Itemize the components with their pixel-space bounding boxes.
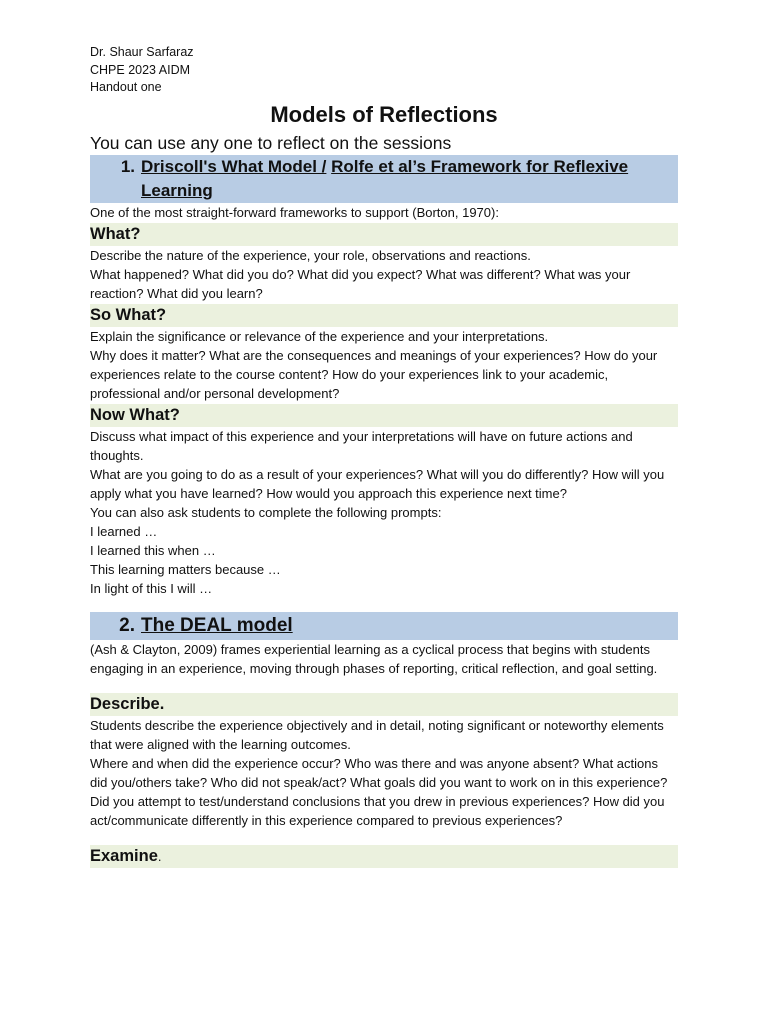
prompt-item: In light of this I will … (90, 580, 213, 596)
so-what-line-1: Explain the significance or relevance of the experience and your interpretations. (90, 328, 549, 344)
model-2-name: The DEAL model (141, 614, 293, 636)
model-2-heading (90, 612, 678, 640)
prompt-item: This learning matters because … (90, 561, 281, 577)
model-1-name-rolfe: Rolfe et al’s Framework for Reflexive Learning (141, 156, 629, 200)
describe-heading: Describe. (90, 693, 678, 716)
describe-line-2: Where and when did the experience occur? Who was there and was anyone absent? What actions did you/others take? Who did not speak/act? What goals did you want to work on in this experience? Did you attempt to test/understand conclusions that you drew in previous experiences? How did you act/communicate differently in this experience compared to previous experiences? (90, 755, 668, 828)
model-1-description: One of the most straight-forward frameworks to support (Borton, 1970): (90, 204, 499, 220)
document-page (90, 44, 678, 868)
prompt-item: I learned … (90, 523, 158, 539)
what-heading: What? (90, 223, 678, 246)
prompt-item: I learned this when … (90, 542, 216, 558)
so-what-heading: So What? (90, 304, 678, 327)
examine-heading-period: . (157, 848, 162, 864)
now-what-line-1: Discuss what impact of this experience and your interpretations will have on future actions and thoughts. (90, 428, 633, 463)
model-2-description: (Ash & Clayton, 2009) frames experiential learning as a cyclical process that begins with students engaging in an experience, moving through phases of reporting, critical reflection, and goal setting. (90, 641, 658, 676)
model-1-name-driscoll: Driscoll's What Model / (141, 156, 327, 176)
document-title: Models of Reflections (270, 101, 498, 127)
model-1-heading (90, 155, 678, 203)
what-line-1: Describe the nature of the experience, your role, observations and reactions. (90, 247, 531, 263)
course-code: CHPE 2023 AIDM (90, 62, 191, 77)
author-name: Dr. Shaur Sarfaraz (90, 45, 194, 59)
intro-text: You can use any one to reflect on the sessions (90, 132, 452, 153)
model-1-number: 1. (120, 156, 135, 176)
so-what-line-2: Why does it matter? What are the consequences and meanings of your experiences? How do your experiences relate to the course content? How do your experiences link to your academic, professional and/or personal development? (90, 347, 658, 401)
now-what-line-3: You can also ask students to complete the following prompts: (90, 504, 442, 520)
examine-heading (90, 845, 678, 868)
now-what-heading: Now What? (90, 404, 678, 427)
what-line-2: What happened? What did you do? What did you expect? What was different? What was your reaction? What did you learn? (90, 266, 631, 301)
handout-label: Handout one (90, 80, 162, 94)
now-what-line-2: What are you going to do as a result of your experiences? What will you do differently? How will you apply what you have learned? How would you approach this experience next time? (90, 466, 665, 501)
model-2-number: 2. (119, 614, 135, 636)
examine-heading-text: Examine (90, 846, 158, 865)
header-block (90, 44, 678, 97)
describe-line-1: Students describe the experience objectively and in detail, noting significant or noteworthy elements that were aligned with the learning outcomes. (90, 717, 664, 752)
